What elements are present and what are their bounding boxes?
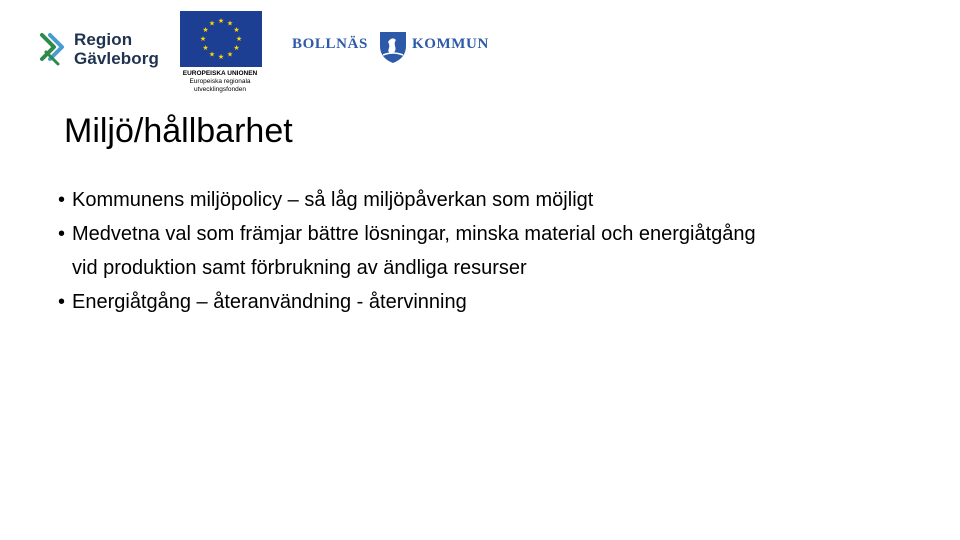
region-gavleborg-logo [40,30,165,74]
bullet-text: Energiåtgång – återanvändning - återvinning [72,291,467,313]
eu-caption-main: EUROPEISKA UNIONEN [182,70,258,77]
eu-flag [180,11,262,67]
bullet-text: Kommunens miljöpolicy – så låg miljöpåverkan som möjligt [72,189,594,211]
svg-text:★: ★ [226,50,234,59]
eu-caption-sub2: utvecklingsfonden [193,86,247,93]
svg-text:★: ★ [208,50,216,59]
svg-text:★: ★ [199,35,207,43]
svg-text:★: ★ [202,44,209,52]
bullet-symbol: • [58,223,66,245]
svg-text:★: ★ [208,19,216,28]
region-logo-line2: Gävleborg [74,49,159,68]
slide-title: Miljö/hållbarhet [64,112,293,150]
bollnas-shield-icon [378,30,408,64]
bullet-symbol: • [58,189,66,211]
bollnas-logo-right-text: KOMMUN [412,36,489,52]
eu-caption [176,70,264,94]
region-gavleborg-emblem-icon [40,32,70,68]
bullet-symbol: • [58,291,66,313]
eu-stars-icon [180,11,262,67]
bullet-item [58,285,918,319]
svg-text:★: ★ [226,19,234,28]
region-logo-text [74,30,159,68]
eu-caption-sub1: Europeiska regionala [189,78,251,85]
eu-logo [176,11,264,99]
bullet-text: Medvetna val som främjar bättre lösningar, minska material och energiåtgång vid produktion samt förbrukning av ändliga resurser [72,223,756,279]
svg-text:★: ★ [217,53,225,61]
svg-text:★: ★ [202,26,209,34]
bollnas-kommun-logo [292,30,504,64]
bullet-item [58,183,918,217]
bullet-list [58,183,918,319]
svg-text:★: ★ [233,44,240,52]
region-logo-line1: Region [74,30,133,49]
svg-text:★: ★ [217,17,225,25]
svg-text:★: ★ [233,26,240,34]
bollnas-logo-left-text: BOLLNÄS [292,36,368,52]
svg-text:★: ★ [235,35,243,43]
bullet-item [58,217,918,285]
